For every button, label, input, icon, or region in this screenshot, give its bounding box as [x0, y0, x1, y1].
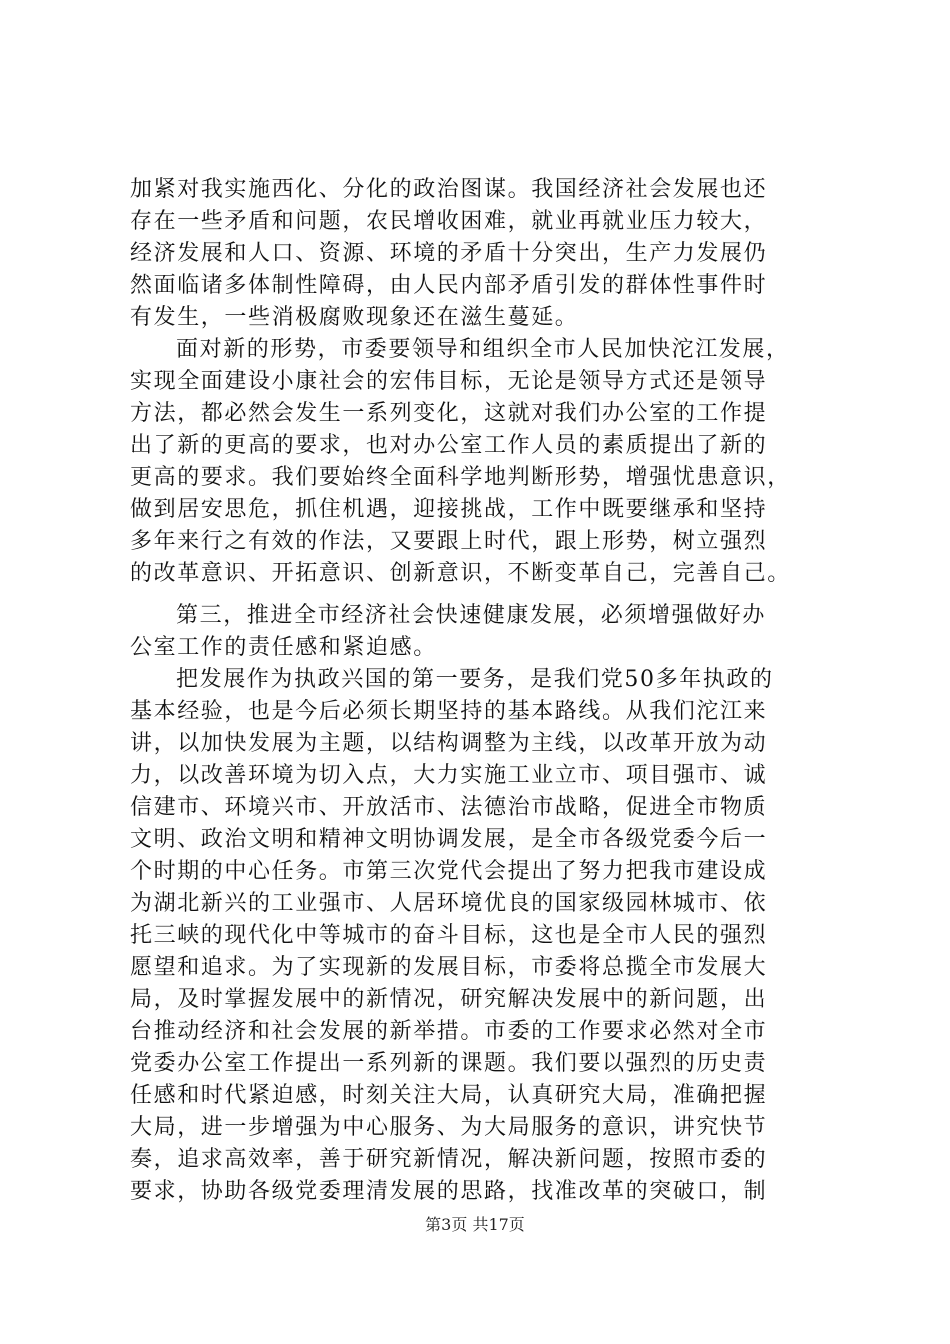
text-line: 个时期的中心任务。市第三次党代会提出了努力把我市建设成: [130, 859, 768, 884]
text-line: 台推动经济和社会发展的新举措。市委的工作要求必然对全市: [130, 1019, 768, 1044]
text-block-lower: [130, 600, 825, 1208]
text-line: 的改革意识、开拓意识、创新意识，不断变革自己，完善自己。: [130, 561, 791, 586]
text-line: 党委办公室工作提出一系列新的课题。我们要以强烈的历史责: [130, 1051, 768, 1076]
text-line: 出了新的更高的要求，也对办公室工作人员的素质提出了新的: [130, 433, 768, 458]
text-line: 力，以改善环境为切入点，大力实施工业立市、项目强市、诚: [130, 763, 768, 788]
text-line: 托三峡的现代化中等城市的奋斗目标，这也是全市人民的强烈: [130, 923, 768, 948]
paragraph-2: [130, 334, 825, 590]
text-line: 为湖北新兴的工业强市、人居环境优良的国家级园林城市、依: [130, 891, 768, 916]
text-line: 要求，协助各级党委理清发展的思路，找准改革的突破口，制: [130, 1179, 768, 1204]
paragraph-1: [130, 174, 825, 334]
text-line: 方法，都必然会发生一系列变化，这就对我们办公室的工作提: [130, 401, 768, 426]
text-line: 奏，追求高效率，善于研究新情况，解决新问题，按照市委的: [130, 1147, 768, 1172]
text-line: 讲，以加快发展为主题，以结构调整为主线，以改革开放为动: [130, 731, 768, 756]
paragraph-3-heading: [130, 600, 825, 664]
text-line: 把发展作为执政兴国的第一要务，是我们党50多年执政的: [176, 667, 774, 692]
text-line: 公室工作的责任感和紧迫感。: [130, 635, 437, 660]
text-line: 大局，进一步增强为中心服务、为大局服务的意识，讲究快节: [130, 1115, 768, 1140]
text-line: 任感和时代紧迫感，时刻关注大局，认真研究大局，准确把握: [130, 1083, 768, 1108]
text-line: 做到居安思危，抓住机遇，迎接挑战，工作中既要继承和坚持: [130, 497, 768, 522]
text-line: 文明、政治文明和精神文明协调发展，是全市各级党委今后一: [130, 827, 768, 852]
text-line: 基本经验，也是今后必须长期坚持的基本路线。从我们沱江来: [130, 699, 768, 724]
text-line: 然面临诸多体制性障碍，由人民内部矛盾引发的群体性事件时: [130, 273, 768, 298]
text-line: 局，及时掌握发展中的新情况，研究解决发展中的新问题，出: [130, 987, 768, 1012]
text-line: 第三，推进全市经济社会快速健康发展，必须增强做好办: [176, 603, 767, 628]
text-line: 实现全面建设小康社会的宏伟目标，无论是领导方式还是领导: [130, 369, 768, 394]
text-line: 存在一些矛盾和问题，农民增收困难，就业再就业压力较大，: [130, 209, 768, 234]
text-line: 信建市、环境兴市、开放活市、法德治市战略，促进全市物质: [130, 795, 768, 820]
text-line: 有发生，一些消极腐败现象还在滋生蔓延。: [130, 305, 579, 330]
paragraph-4: [130, 664, 825, 1208]
text-line: 多年来行之有效的作法，又要跟上时代，跟上形势，树立强烈: [130, 529, 768, 554]
text-line: 经济发展和人口、资源、环境的矛盾十分突出，生产力发展仍: [130, 241, 768, 266]
page-number-footer: 第3页 共17页: [425, 1215, 525, 1234]
text-line: 面对新的形势，市委要领导和组织全市人民加快沱江发展，: [176, 337, 790, 362]
text-line: 加紧对我实施西化、分化的政治图谋。我国经济社会发展也还: [130, 177, 768, 202]
text-line: 更高的要求。我们要始终全面科学地判断形势，增强忧患意识，: [130, 465, 791, 490]
text-line: 愿望和追求。为了实现新的发展目标，市委将总揽全市发展大: [130, 955, 768, 980]
text-block-upper: [130, 174, 825, 590]
